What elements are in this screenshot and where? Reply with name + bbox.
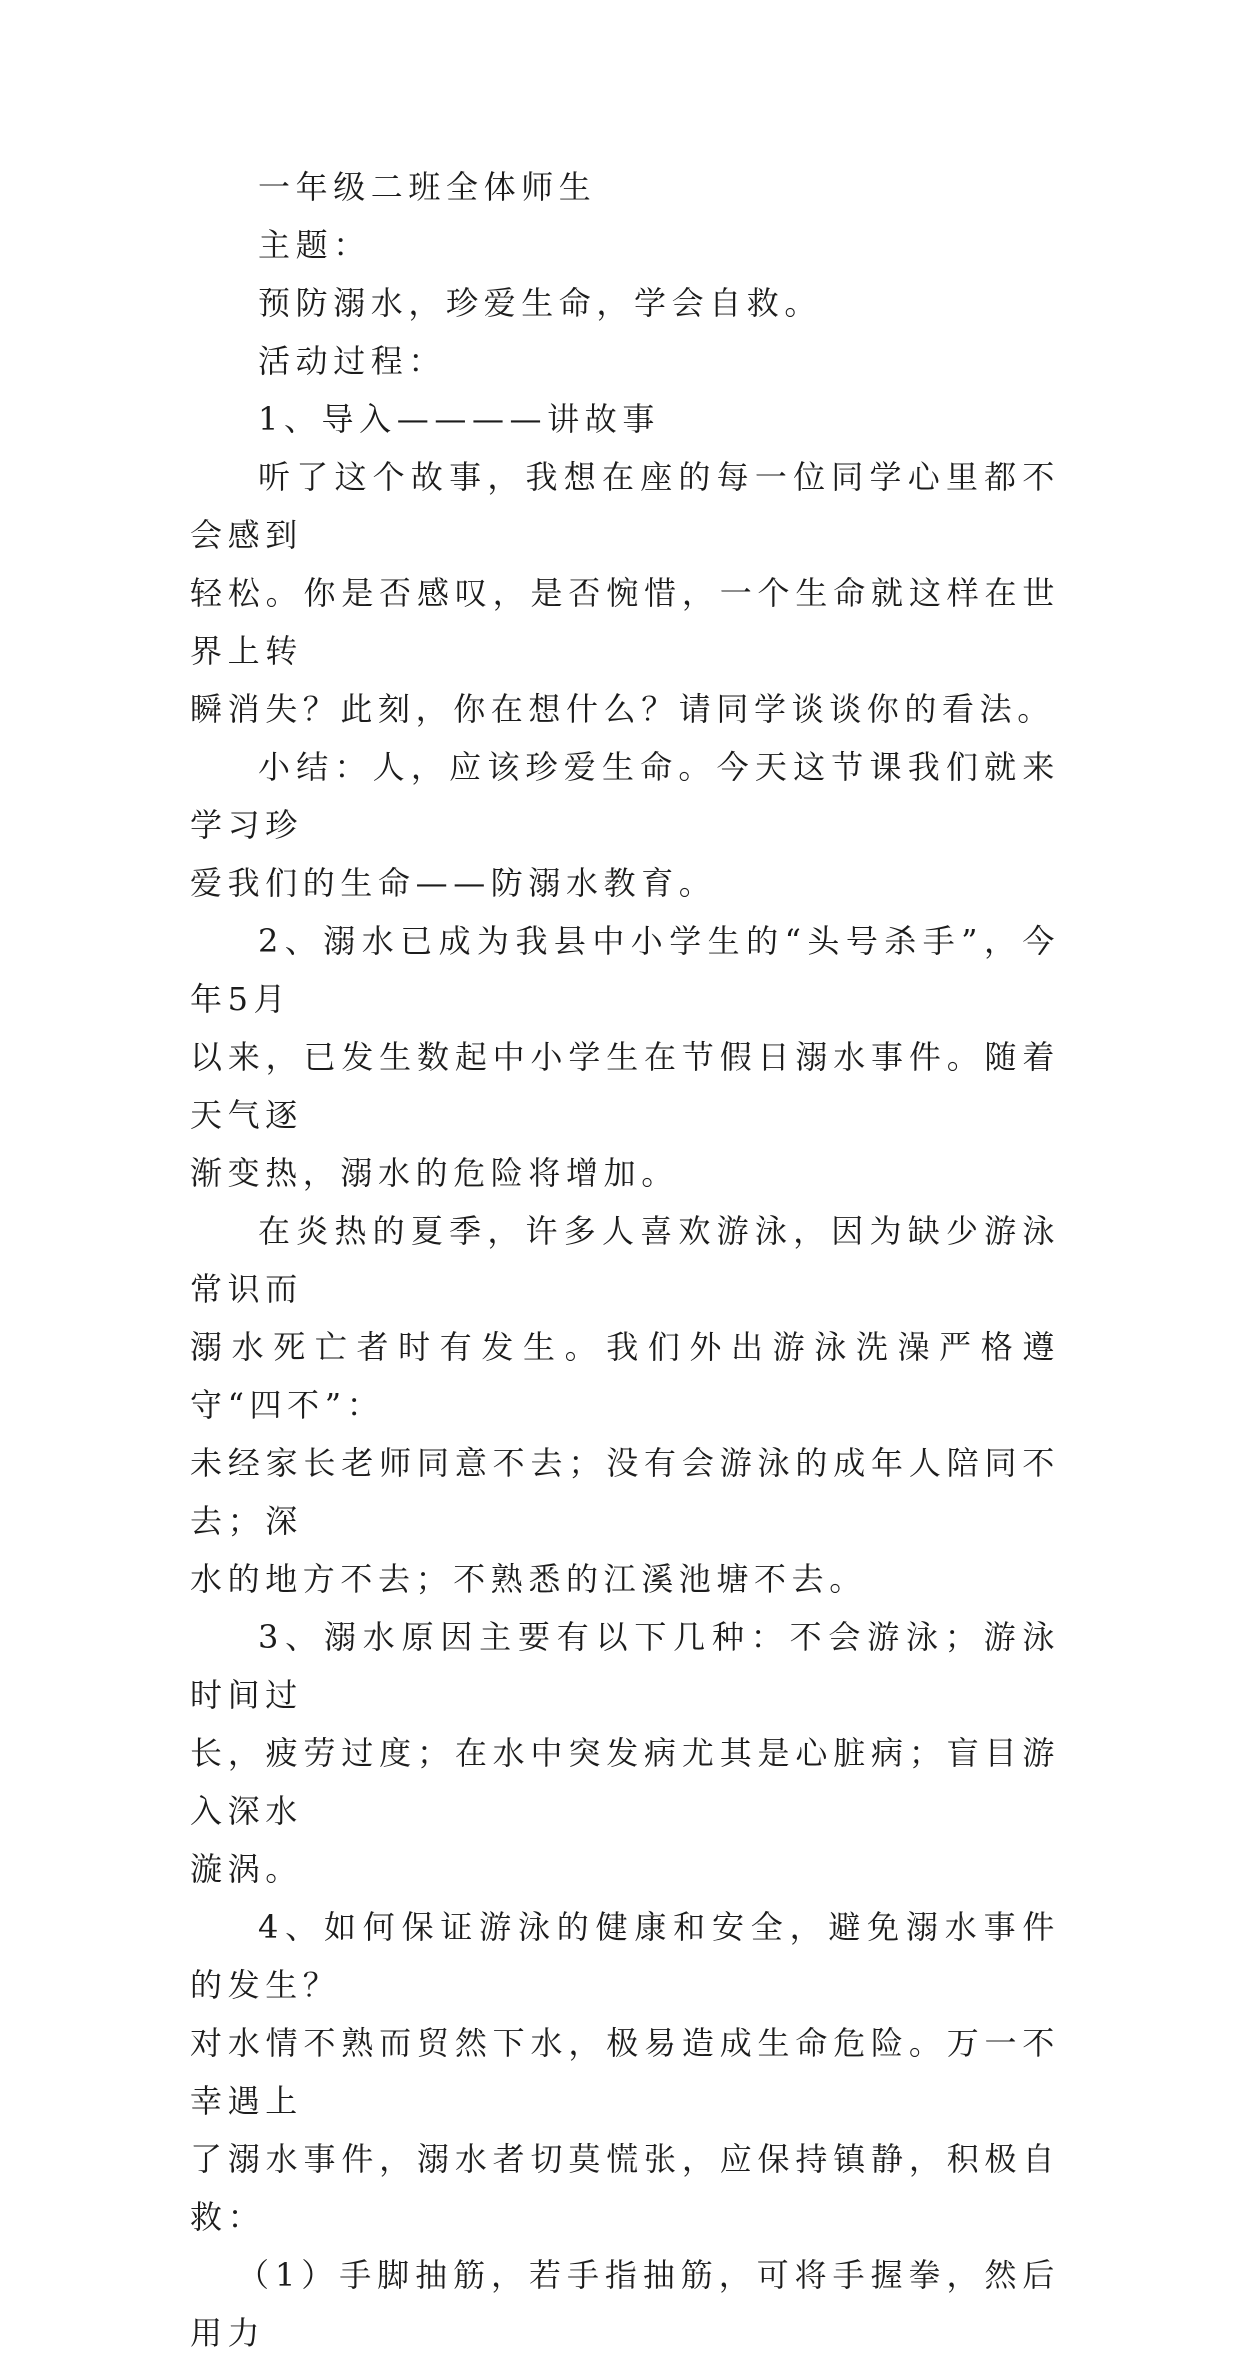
- theme-label: 主题：: [258, 226, 371, 264]
- text-line: 以来，已发生数起中小学生在节假日溺水事件。随着天气逐: [190, 1038, 1060, 1134]
- paragraph-step-2: [190, 912, 1060, 1202]
- paragraph-summary: [190, 738, 1060, 912]
- step-1-heading: 1、导入————讲故事: [258, 400, 660, 438]
- attendees-line: 一年级二班全体师生: [258, 168, 597, 206]
- text-line: 漩涡。: [190, 1850, 303, 1888]
- text-line: 瞬消失？此刻，你在想什么？请同学谈谈你的看法。: [190, 690, 1055, 728]
- text-line: 3、溺水原因主要有以下几种：不会游泳；游泳时间过: [190, 1618, 1060, 1714]
- process-label: 活动过程：: [258, 342, 447, 380]
- text-line: 听了这个故事，我想在座的每一位同学心里都不会感到: [190, 458, 1060, 554]
- paragraph-cramp-tip: （1）手脚抽筋，若手指抽筋，可将手握拳，然后用力: [190, 2256, 1060, 2352]
- paragraph-summer-rules: [190, 1202, 1060, 1608]
- text-line: 小结：人，应该珍爱生命。今天这节课我们就来学习珍: [190, 748, 1060, 844]
- text-line: 渐变热，溺水的危险将增加。: [190, 1154, 679, 1192]
- text-line: 4、如何保证游泳的健康和安全，避免溺水事件的发生？: [190, 1908, 1060, 2004]
- paragraph-step-3: [190, 1608, 1060, 1898]
- text-line: 对水情不熟而贸然下水，极易造成生命危险。万一不幸遇上: [190, 2024, 1060, 2120]
- text-line: 2、溺水已成为我县中小学生的“头号杀手”，今年5月: [190, 922, 1060, 1018]
- document-body: [190, 158, 1060, 2362]
- text-line: 爱我们的生命——防溺水教育。: [190, 864, 717, 902]
- text-line: 长，疲劳过度；在水中突发病尤其是心脏病；盲目游入深水: [190, 1734, 1060, 1830]
- text-line: 溺水死亡者时有发生。我们外出游泳洗澡严格遵守“四不”：: [190, 1328, 1060, 1424]
- theme-text: 预防溺水，珍爱生命，学会自救。: [258, 284, 823, 322]
- text-line: 未经家长老师同意不去；没有会游泳的成年人陪同不去；深: [190, 1444, 1060, 1540]
- paragraph-story-reflection: [190, 448, 1060, 738]
- text-line: 在炎热的夏季，许多人喜欢游泳，因为缺少游泳常识而: [190, 1212, 1060, 1308]
- paragraph-step-4: [190, 1898, 1060, 2246]
- text-line: 水的地方不去；不熟悉的江溪池塘不去。: [190, 1560, 867, 1598]
- text-line: 轻松。你是否感叹，是否惋惜，一个生命就这样在世界上转: [190, 574, 1060, 670]
- text-line: 了溺水事件，溺水者切莫慌张，应保持镇静，积极自救：: [190, 2140, 1060, 2236]
